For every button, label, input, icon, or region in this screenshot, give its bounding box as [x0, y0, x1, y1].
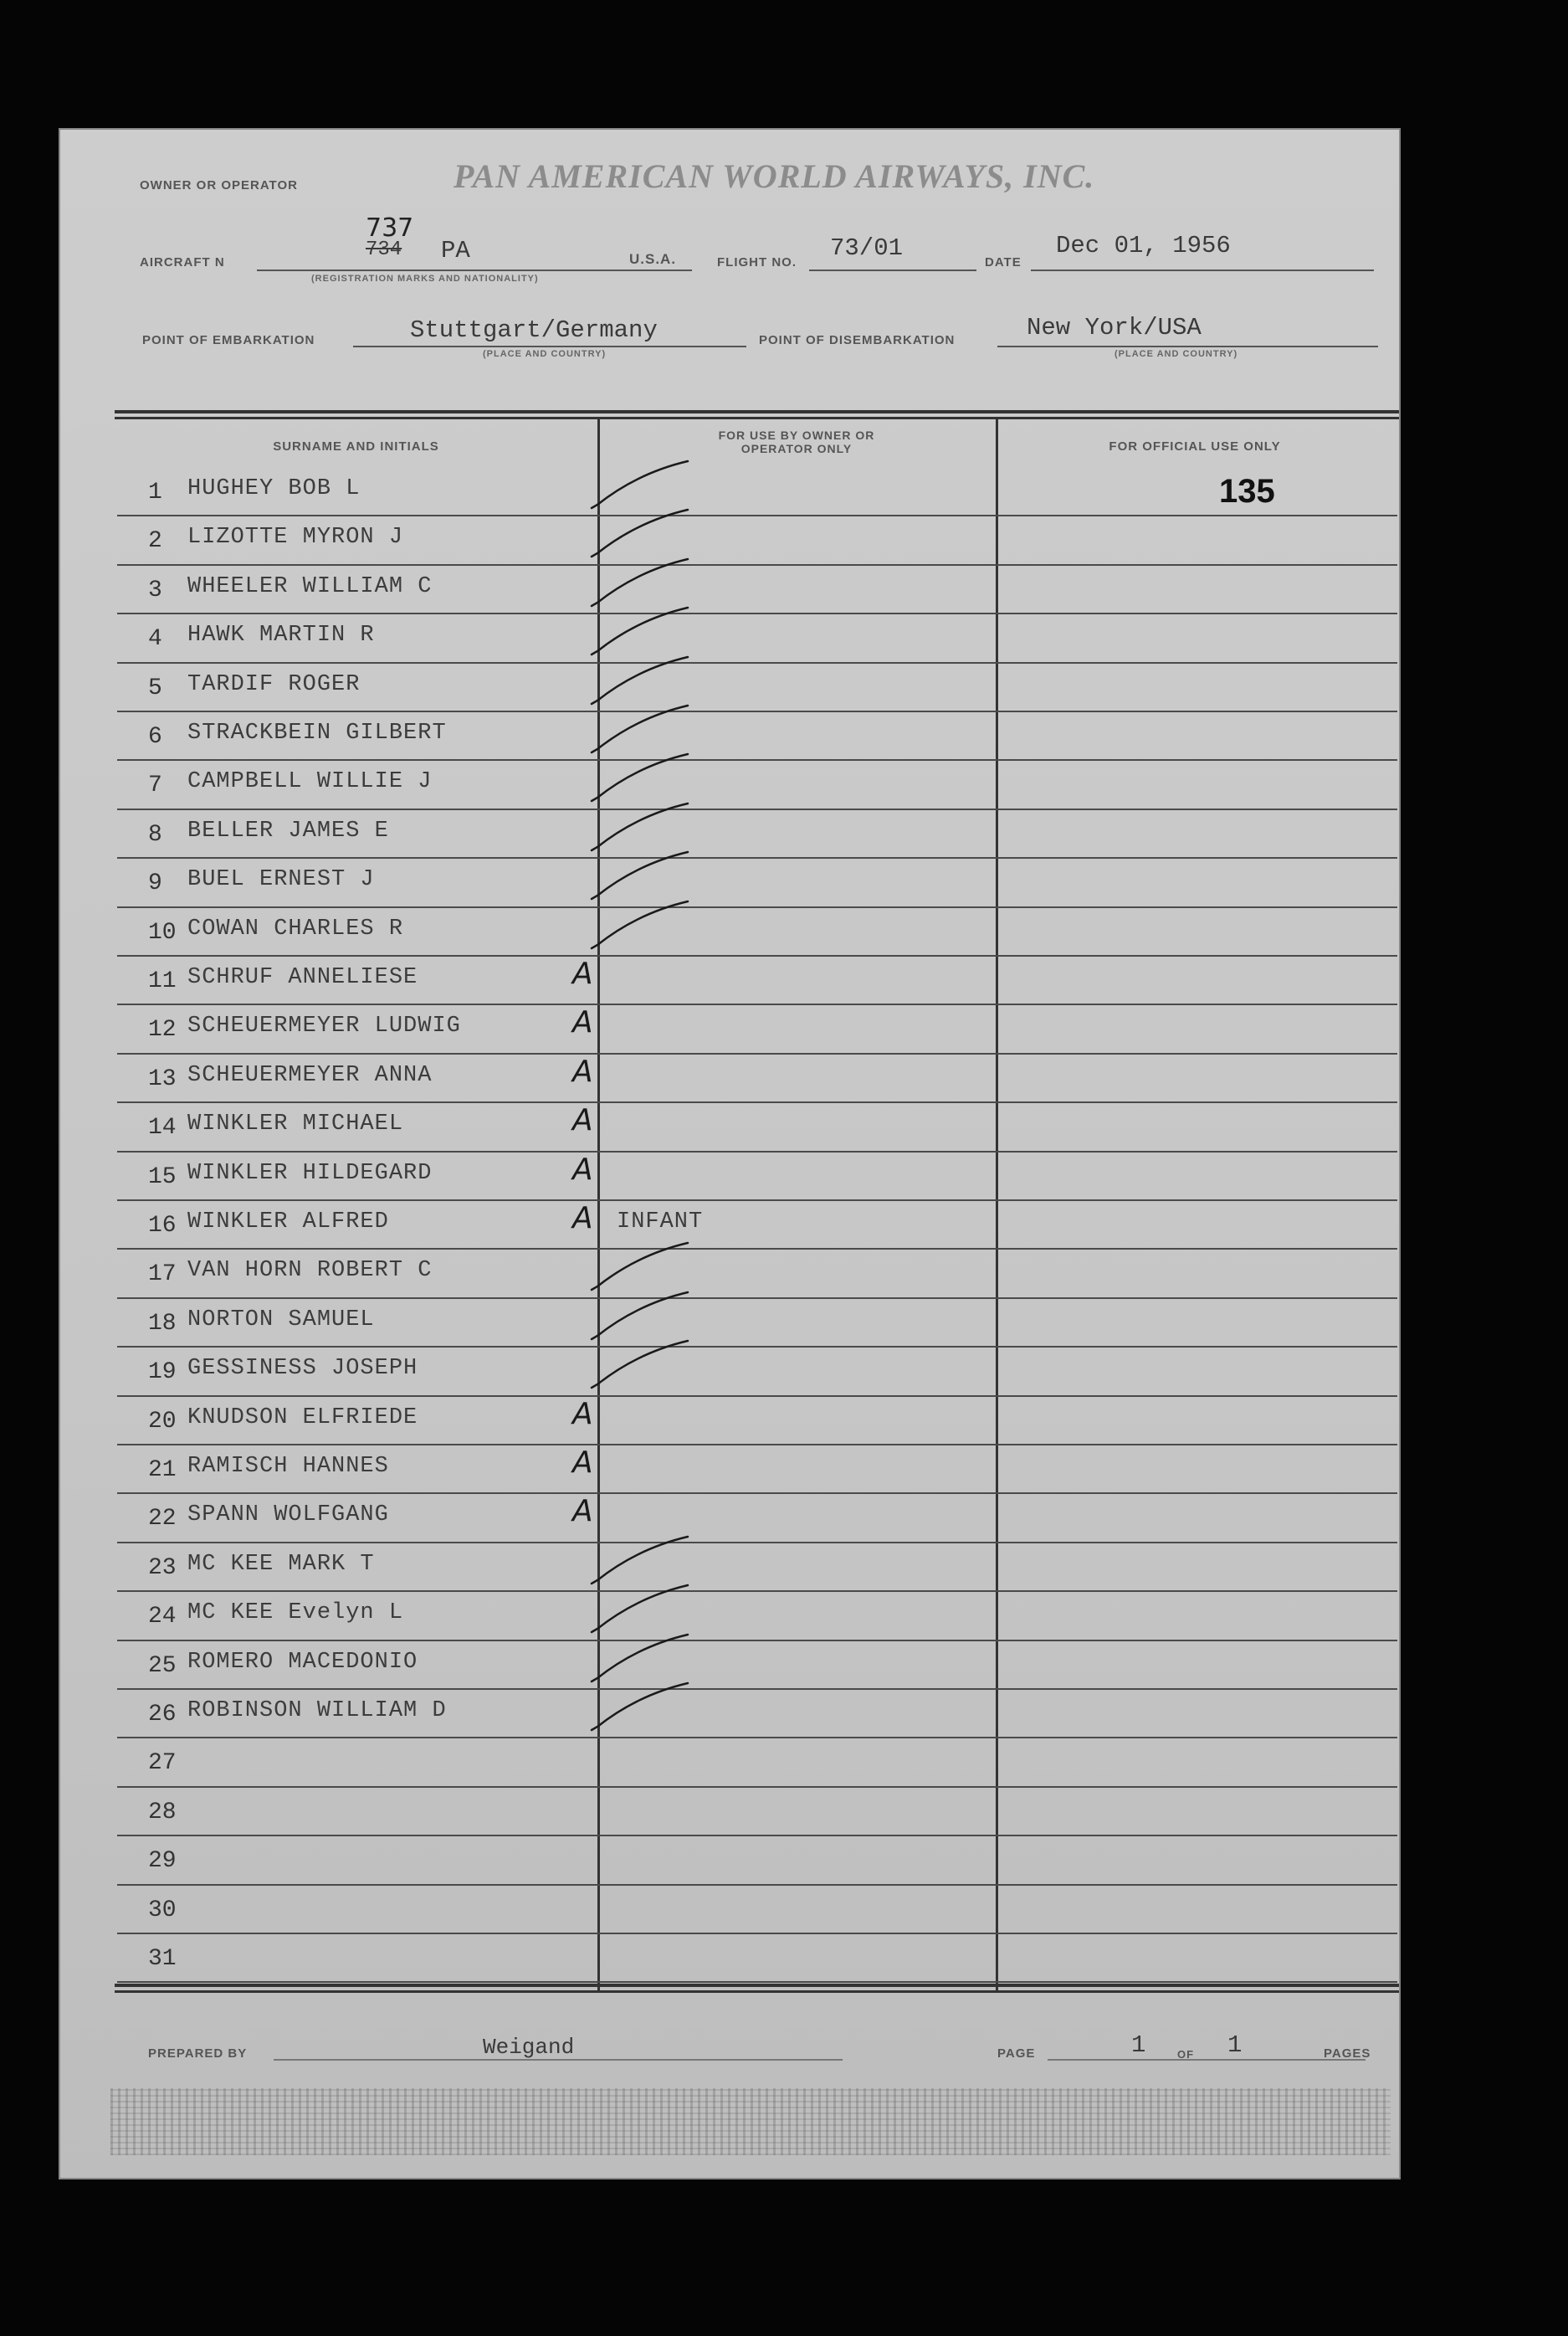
row-number: 29 [148, 1848, 177, 1875]
passenger-name: CAMPBELL WILLIE J [187, 769, 433, 795]
passenger-name: ROBINSON WILLIAM D [187, 1698, 447, 1723]
row-number: 8 [148, 821, 162, 848]
mark-a: A [572, 1103, 593, 1138]
aircraft-suffix: PA [441, 237, 470, 264]
row-number: 28 [148, 1799, 177, 1825]
row-number: 18 [148, 1310, 177, 1337]
table-top-rule [115, 410, 1399, 413]
row-number: 26 [148, 1702, 177, 1728]
mark-a: A [572, 1445, 593, 1480]
row-number: 7 [148, 773, 162, 799]
check-mark-icon [587, 1678, 696, 1737]
manifest-sheet [60, 130, 1399, 2178]
row-number: 4 [148, 626, 162, 653]
mark-a: A [572, 1201, 593, 1235]
table-bottom-rule [115, 1984, 1399, 1987]
row-rule [117, 1933, 1397, 1934]
disembark-underline [997, 346, 1378, 347]
scan-noise [110, 2088, 1391, 2155]
row-rule [117, 1542, 1397, 1543]
passenger-name: BUEL ERNEST J [187, 867, 375, 893]
row-rule [117, 1199, 1397, 1201]
row-number: 31 [148, 1946, 177, 1972]
passenger-name: RAMISCH HANNES [187, 1454, 389, 1479]
mark-a: A [572, 1494, 593, 1529]
passenger-name: KNUDSON ELFRIEDE [187, 1404, 418, 1430]
row-number: 13 [148, 1065, 177, 1092]
date-underline [1031, 270, 1374, 271]
row-number: 21 [148, 1457, 177, 1483]
passenger-name: MC KEE MARK T [187, 1551, 375, 1577]
passenger-name: ROMERO MACEDONIO [187, 1649, 418, 1675]
row-number: 3 [148, 577, 162, 603]
row-rule [117, 1444, 1397, 1445]
table-top-rule-2 [115, 417, 1399, 419]
passenger-name: HAWK MARTIN R [187, 623, 375, 649]
page-underline [1048, 2059, 1366, 2061]
embark-caption: (PLACE AND COUNTRY) [483, 349, 607, 359]
passenger-name: WINKLER HILDEGARD [187, 1160, 433, 1186]
row-rule [117, 906, 1397, 908]
check-mark-icon [587, 896, 696, 955]
pages-label: PAGES [1324, 2046, 1371, 2061]
official-count: 135 [1219, 473, 1275, 510]
row-number: 24 [148, 1604, 177, 1630]
row-number: 20 [148, 1408, 177, 1435]
owner-label: OWNER OR OPERATOR [140, 178, 298, 193]
row-rule [117, 1737, 1397, 1738]
row-number: 2 [148, 528, 162, 555]
page-current: 1 [1131, 2031, 1146, 2059]
passenger-name: WHEELER WILLIAM C [187, 573, 433, 599]
row-number: 15 [148, 1163, 177, 1190]
passenger-name: WINKLER MICHAEL [187, 1112, 404, 1137]
row-number: 11 [148, 968, 177, 994]
usa-label: U.S.A. [629, 251, 677, 267]
passenger-name: LIZOTTE MYRON J [187, 525, 404, 551]
passenger-name: MC KEE Evelyn L [187, 1600, 404, 1626]
disembark-value: New York/USA [1027, 314, 1202, 341]
row-rule [117, 1151, 1397, 1153]
passenger-name: STRACKBEIN GILBERT [187, 721, 447, 746]
page-total: 1 [1227, 2031, 1243, 2059]
row-rule [117, 1101, 1397, 1103]
passenger-name: SCHEUERMEYER LUDWIG [187, 1014, 461, 1040]
embark-value: Stuttgart/Germany [410, 316, 658, 344]
row-rule [117, 1346, 1397, 1348]
row-rule [117, 1248, 1397, 1250]
passenger-name: WINKLER ALFRED [187, 1209, 389, 1235]
prepared-by-label: PREPARED BY [148, 2046, 248, 2061]
row-rule [117, 759, 1397, 761]
row-number: 30 [148, 1897, 177, 1923]
of-label: OF [1177, 2048, 1195, 2061]
row-number: 22 [148, 1506, 177, 1533]
row-number: 27 [148, 1750, 177, 1777]
row-rule [117, 1590, 1397, 1592]
passenger-name: COWAN CHARLES R [187, 916, 404, 942]
row-number: 12 [148, 1017, 177, 1044]
row-rule [117, 515, 1397, 516]
row-number: 10 [148, 919, 177, 946]
row-rule [117, 711, 1397, 712]
row-number: 16 [148, 1213, 177, 1239]
aircraft-underline [257, 270, 692, 271]
row-rule [117, 1640, 1397, 1641]
surname-column-header: SURNAME AND INITIALS [273, 439, 439, 454]
row-number: 25 [148, 1652, 177, 1679]
row-rule [117, 1297, 1397, 1299]
disembark-label: POINT OF DISEMBARKATION [759, 333, 956, 347]
row-number: 23 [148, 1554, 177, 1581]
passenger-name: BELLER JAMES E [187, 818, 389, 844]
flight-number: 73/01 [830, 234, 904, 262]
row-rule [117, 857, 1397, 859]
flight-underline [809, 270, 976, 271]
page-label: PAGE [997, 2046, 1036, 2061]
row-rule [117, 1786, 1397, 1788]
row-rule [117, 1004, 1397, 1005]
registration-caption: (REGISTRATION MARKS AND NATIONALITY) [311, 274, 539, 284]
row-number: 5 [148, 675, 162, 701]
column-divider-2 [996, 417, 998, 1990]
date-label: DATE [985, 255, 1022, 270]
owner-use-column-header: FOR USE BY OWNER OR OPERATOR ONLY [718, 429, 875, 455]
passenger-name: VAN HORN ROBERT C [187, 1258, 433, 1284]
passenger-name: SCHEUERMEYER ANNA [187, 1062, 433, 1088]
row-rule [117, 1835, 1397, 1836]
row-rule [117, 662, 1397, 664]
row-rule [117, 613, 1397, 614]
row-note: INFANT [617, 1209, 704, 1235]
row-rule [117, 1492, 1397, 1494]
row-number: 1 [148, 480, 162, 506]
mark-a: A [572, 1005, 593, 1040]
row-rule [117, 809, 1397, 810]
mark-a: A [572, 1396, 593, 1431]
row-rule [117, 955, 1397, 957]
row-number: 17 [148, 1261, 177, 1288]
passenger-name: NORTON SAMUEL [187, 1307, 375, 1332]
flight-label: FLIGHT NO. [717, 255, 797, 270]
table-bottom-rule-2 [115, 1990, 1399, 1993]
row-number: 9 [148, 870, 162, 897]
prepared-by-value: Weigand [483, 2035, 575, 2060]
row-number: 19 [148, 1359, 177, 1386]
mark-a: A [572, 1152, 593, 1187]
embark-label: POINT OF EMBARKATION [142, 333, 315, 347]
date-value: Dec 01, 1956 [1056, 232, 1231, 259]
embark-underline [353, 346, 746, 347]
aircraft-number: 737 [366, 213, 414, 243]
disembark-caption: (PLACE AND COUNTRY) [1115, 349, 1238, 359]
row-rule [117, 1688, 1397, 1690]
passenger-name: HUGHEY BOB L [187, 476, 361, 501]
row-rule [117, 564, 1397, 566]
row-number: 14 [148, 1115, 177, 1142]
passenger-name: TARDIF ROGER [187, 671, 361, 697]
check-mark-icon [587, 1336, 696, 1394]
mark-a: A [572, 1054, 593, 1089]
aircraft-number-struck: 734 [366, 239, 402, 261]
aircraft-label: AIRCRAFT N [140, 255, 225, 270]
row-number: 6 [148, 724, 162, 750]
company-name: PAN AMERICAN WORLD AIRWAYS, INC. [453, 157, 1095, 195]
mark-a: A [572, 957, 593, 991]
official-use-column-header: FOR OFFICIAL USE ONLY [1109, 439, 1281, 454]
row-rule [117, 1053, 1397, 1055]
passenger-name: GESSINESS JOSEPH [187, 1356, 418, 1382]
passenger-name: SPANN WOLFGANG [187, 1502, 389, 1528]
passenger-name: SCHRUF ANNELIESE [187, 965, 418, 990]
row-rule [117, 1395, 1397, 1397]
row-rule [117, 1884, 1397, 1886]
